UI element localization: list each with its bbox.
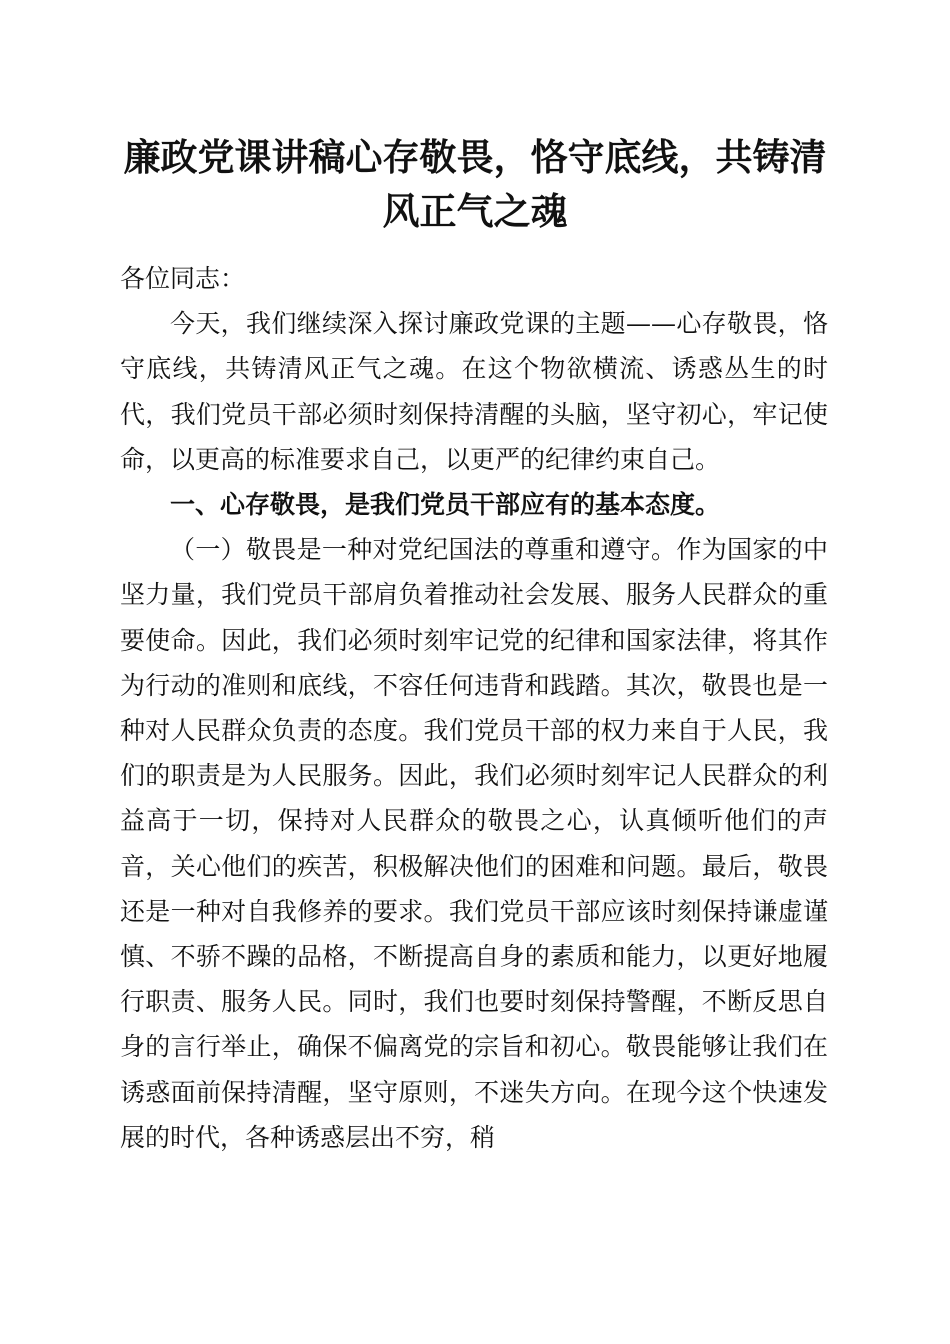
document-body bbox=[120, 256, 828, 1160]
salutation: 各位同志： bbox=[120, 264, 246, 293]
section-1-paragraph bbox=[120, 527, 828, 1160]
intro-paragraph: 今天，我们继续深入探讨廉政党课的主题——心存敬畏，恪守底线，共铸清风正气之魂。在这个物欲横流、诱惑丛生的时代，我们党员干部必须时刻保持清醒的头脑，坚守初心，牢记使命，以更高的标准要求自己，以更严的纪律约束自己。 bbox=[120, 309, 828, 474]
section-1-subheading: （一）敬畏是一种对党纪国法的尊重和遵守。 bbox=[170, 535, 677, 565]
section-1-heading: 一、心存敬畏，是我们党员干部应有的基本态度。 bbox=[170, 490, 721, 520]
section-1-body: 作为国家的中坚力量，我们党员干部肩负着推动社会发展、服务人民群众的重要使命。因此，我们必须时刻牢记党的纪律和国家法律，将其作为行动的准则和底线，不容任何违背和践踏。其次，敬畏也是一种对人民群众负责的态度。我们党员干部的权力来自于人民，我们的职责是为人民服务。因此，我们必须时刻牢记人民群众的利益高于一切，保持对人民群众的敬畏之心，认真倾听他们的声音，关心他们的疾苦，积极解决他们的困难和问题。最后，敬畏还是一种对自我修养的要求。我们党员干部应该时刻保持谦虚谨慎、不骄不躁的品格，不断提高自身的素质和能力，以更好地履行职责、服务人民。同时，我们也要时刻保持警醒，不断反思自身的言行举止，确保不偏离党的宗旨和初心。敬畏能够让我们在诱惑面前保持清醒，坚守原则，不迷失方向。在现今这个快速发展的时代，各种诱惑层出不穷，稍 bbox=[120, 535, 828, 1152]
document-title: 廉政党课讲稿心存敬畏，恪守底线，共铸清风正气之魂 bbox=[123, 135, 827, 233]
